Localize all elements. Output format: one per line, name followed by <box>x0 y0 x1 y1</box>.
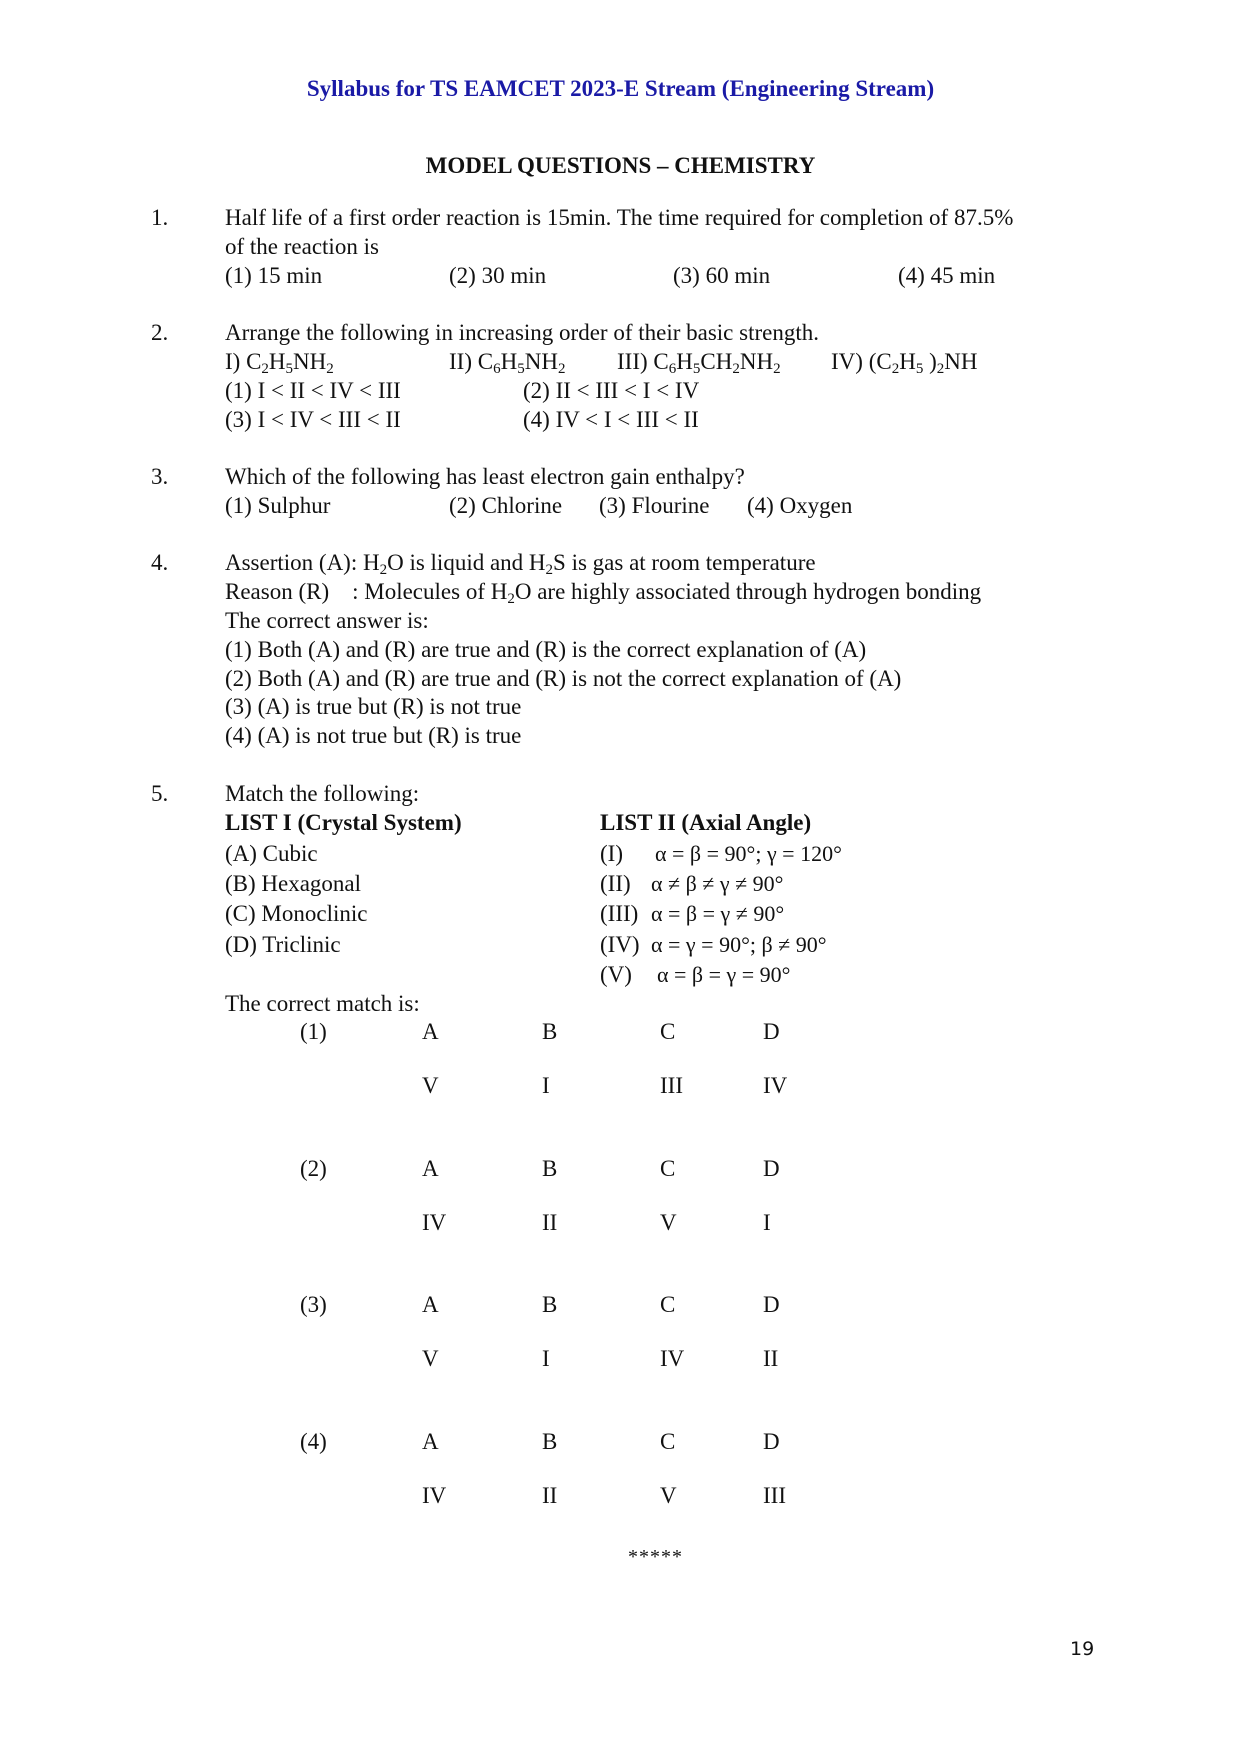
match-label: (4) <box>300 1429 327 1454</box>
option: (1) Both (A) and (R) are true and (R) is the correct explanation of (A) <box>225 637 867 662</box>
option: (2) Both (A) and (R) are true and (R) is not the correct explanation of (A) <box>225 666 902 691</box>
option: (4) Oxygen <box>747 493 853 518</box>
match-value: III <box>763 1483 786 1508</box>
list-2-value: α ≠ β ≠ γ ≠ 90° <box>651 871 784 896</box>
option: (1) 15 min <box>225 263 323 288</box>
reason: Reason (R) : Molecules of $H_2O$ are highly associated through hydrogen bonding <box>225 579 982 607</box>
match-head: D <box>763 1156 780 1181</box>
list-1-heading: LIST I (Crystal System) <box>225 810 462 835</box>
end-marker: ***** <box>628 1546 683 1568</box>
match-head: D <box>763 1429 780 1454</box>
compound-iii: III) $C_6H_5CH_2NH_2$ <box>617 349 781 377</box>
list-1-item: (D) Triclinic <box>225 932 341 957</box>
option: (3) 60 min <box>673 263 771 288</box>
compound-iv: IV) ($C_2H_5$ )$_2NH$ <box>831 349 978 377</box>
match-value: I <box>542 1346 550 1371</box>
option: (1) Sulphur <box>225 493 331 518</box>
match-head: A <box>422 1292 439 1317</box>
match-head: B <box>542 1019 558 1044</box>
compound-i: I) $C_2H_5NH_2$ <box>225 349 334 377</box>
list-2-label: (I) <box>600 841 623 866</box>
match-head: C <box>660 1292 676 1317</box>
match-head: A <box>422 1429 439 1454</box>
match-label: (1) <box>300 1019 327 1044</box>
match-value: IV <box>422 1210 447 1235</box>
match-value: II <box>542 1483 558 1508</box>
document-header: Syllabus for TS EAMCET 2023-E Stream (Engineering Stream) <box>306 76 935 101</box>
match-head: B <box>542 1292 558 1317</box>
list-2-value: α = γ = 90°; β ≠ 90° <box>651 932 827 957</box>
question-number: 1. <box>151 205 169 230</box>
option: (1) I < II < IV < III <box>225 378 401 403</box>
question-text: Match the following: <box>225 781 420 806</box>
list-2-label: (IV) <box>600 932 640 957</box>
option: (4) 45 min <box>898 263 996 288</box>
match-value: V <box>660 1483 677 1508</box>
match-value: IV <box>763 1073 788 1098</box>
option: (4) (A) is not true but (R) is true <box>225 723 522 748</box>
question-prompt: The correct answer is: <box>225 608 429 633</box>
match-value: I <box>763 1210 771 1235</box>
option: (3) Flourine <box>599 493 710 518</box>
match-label: (2) <box>300 1156 327 1181</box>
list-1-item: (B) Hexagonal <box>225 871 362 896</box>
match-value: V <box>660 1210 677 1235</box>
option: (2) Chlorine <box>449 493 563 518</box>
match-value: II <box>542 1210 558 1235</box>
list-2-value: α = β = γ = 90° <box>657 962 791 987</box>
question-text: Half life of a first order reaction is 15min. The time required for completion of 87.5% <box>225 205 1014 230</box>
option: (3) I < IV < III < II <box>225 407 401 432</box>
match-value: V <box>422 1073 439 1098</box>
list-2-label: (III) <box>600 901 639 926</box>
match-value: IV <box>660 1346 685 1371</box>
match-label: (3) <box>300 1292 327 1317</box>
match-head: B <box>542 1429 558 1454</box>
option: (3) (A) is true but (R) is not true <box>225 694 522 719</box>
match-head: C <box>660 1019 676 1044</box>
match-value: III <box>660 1073 683 1098</box>
question-number: 5. <box>151 781 169 806</box>
match-value: I <box>542 1073 550 1098</box>
question-number: 4. <box>151 550 169 575</box>
question-text: Which of the following has least electron gain enthalpy? <box>225 464 745 489</box>
match-head: D <box>763 1019 780 1044</box>
list-2-label: (V) <box>600 962 632 987</box>
list-2-heading: LIST II (Axial Angle) <box>600 810 812 835</box>
assertion: Assertion (A): $H_2O$ is liquid and $H_2S$ is gas at room temperature <box>225 550 816 578</box>
list-1-item: (A) Cubic <box>225 841 318 866</box>
list-2-value: α = β = 90°; γ = 120° <box>655 841 842 866</box>
compound-ii: II) $C_6H_5NH_2$ <box>449 349 566 377</box>
option: (2) II < III < I < IV <box>523 378 700 403</box>
match-head: C <box>660 1156 676 1181</box>
match-head: A <box>422 1019 439 1044</box>
question-number: 2. <box>151 320 169 345</box>
question-prompt: The correct match is: <box>225 991 420 1016</box>
list-1-item: (C) Monoclinic <box>225 901 368 926</box>
page-number: 19 <box>1070 1638 1095 1660</box>
list-2-value: α = β = γ ≠ 90° <box>651 901 785 926</box>
page-title: MODEL QUESTIONS – CHEMISTRY <box>425 153 816 178</box>
match-head: A <box>422 1156 439 1181</box>
match-value: IV <box>422 1483 447 1508</box>
match-head: C <box>660 1429 676 1454</box>
option: (4) IV < I < III < II <box>523 407 699 432</box>
match-head: B <box>542 1156 558 1181</box>
question-number: 3. <box>151 464 169 489</box>
list-2-label: (II) <box>600 871 631 896</box>
match-value: V <box>422 1346 439 1371</box>
question-text: of the reaction is <box>225 234 379 259</box>
match-value: II <box>763 1346 779 1371</box>
option: (2) 30 min <box>449 263 547 288</box>
match-head: D <box>763 1292 780 1317</box>
question-text: Arrange the following in increasing order of their basic strength. <box>225 320 819 345</box>
